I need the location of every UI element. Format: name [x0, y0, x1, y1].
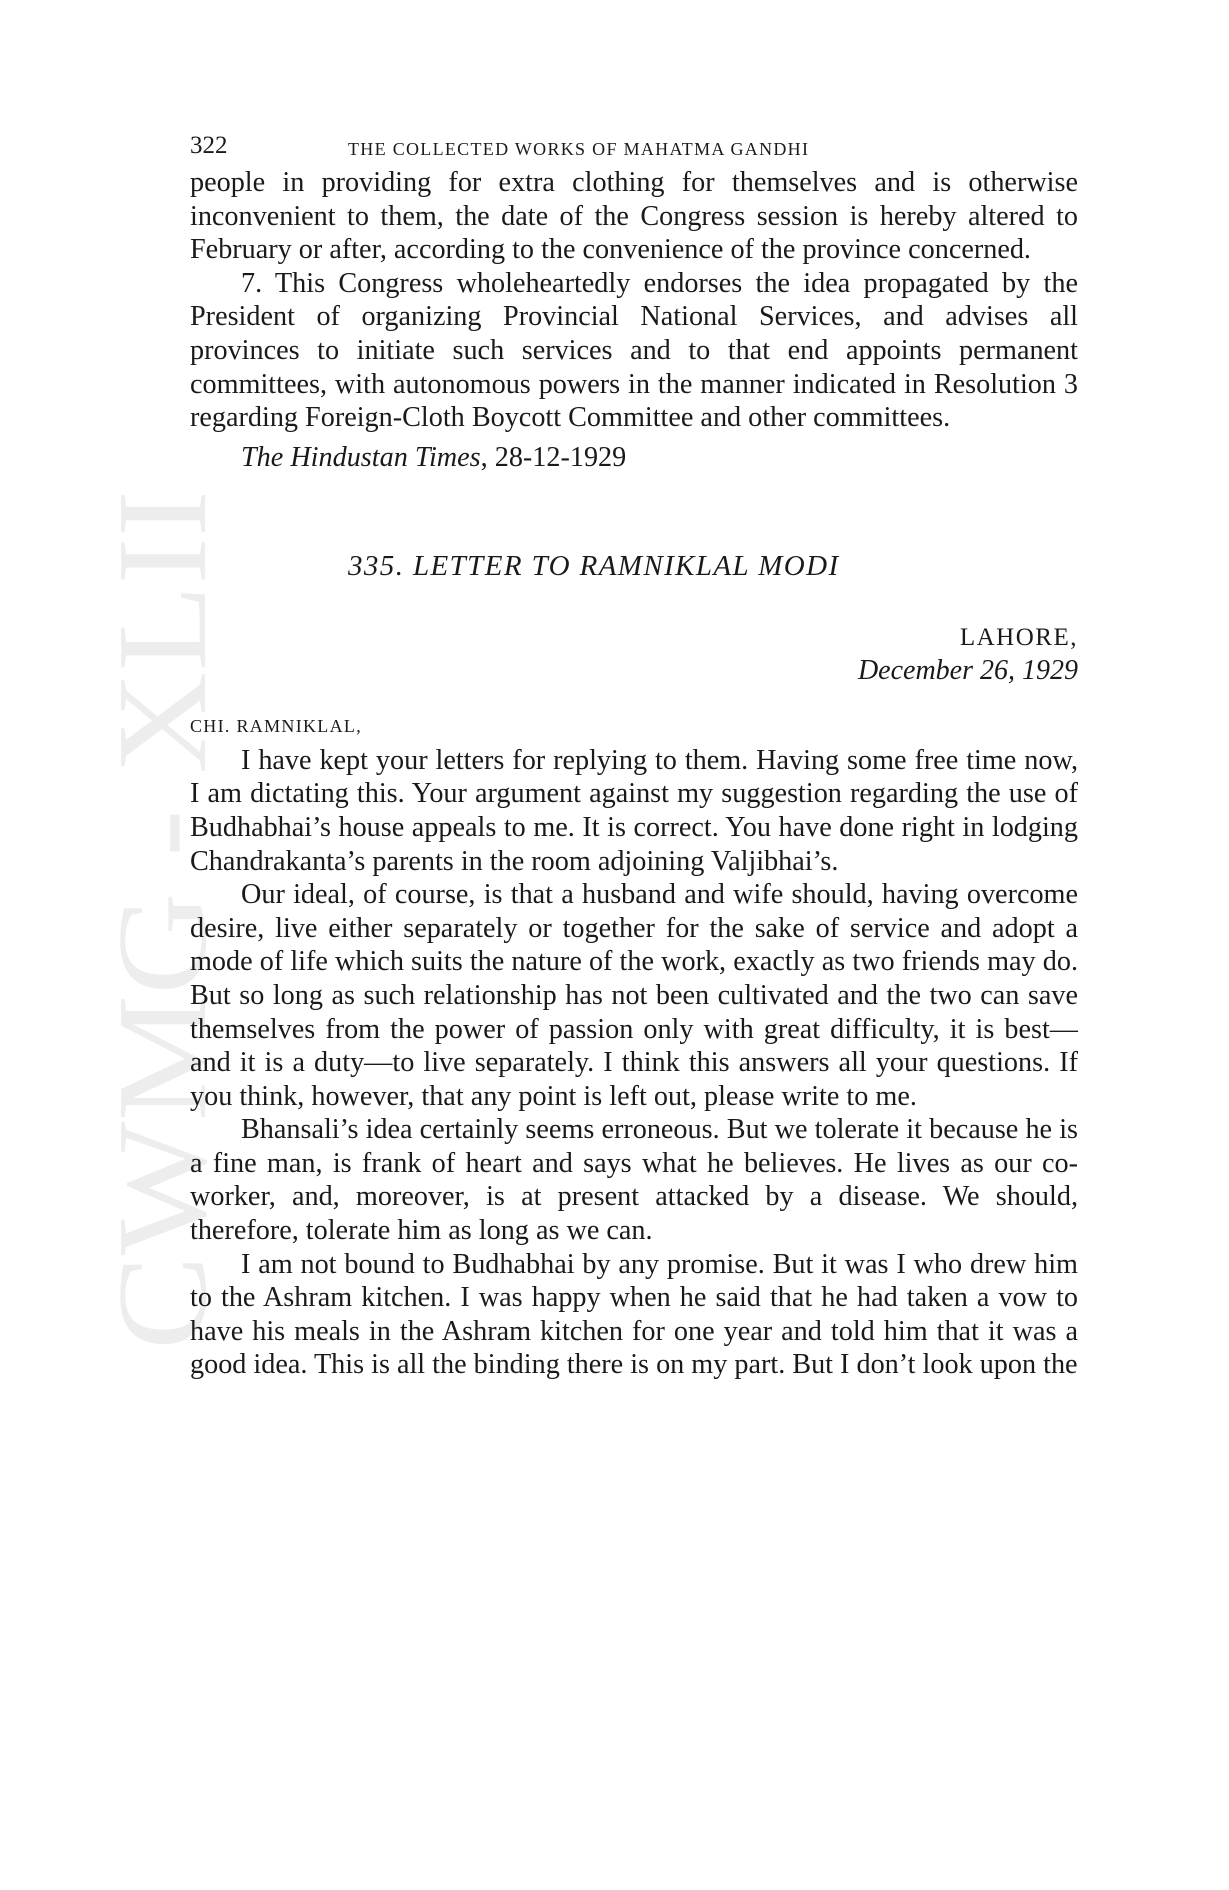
- letter-salutation: CHI. RAMNIKLAL,: [190, 715, 362, 736]
- running-title: THE COLLECTED WORKS OF MAHATMA GANDHI: [348, 139, 810, 159]
- source-date: , 28-12-1929: [480, 441, 627, 473]
- letter-paragraph: I am not bound to Budhabhai by any promise. But it was I who drew him to the Ashram kitchen. I was happy when he said that he had taken a vow to have his meals in the Ashram kitchen for one year and told him that it was a good idea. This is all the binding there is on my part. But I don’t look upon the: [190, 1248, 1078, 1381]
- page-number: 322: [190, 132, 228, 159]
- letter-heading: 335. LETTER TO RAMNIKLAL MODI: [348, 549, 840, 582]
- letter-paragraph: I have kept your letters for replying to them. Having some free time now, I am dictating this. Your argument against my suggestion regarding the use of Budhabhai’s house appeals to me. It is correct. You have done right in lodging Chandrakanta’s parents in the room adjoining Valjibhai’s.: [190, 744, 1078, 877]
- letter-date: December 26, 1929: [857, 654, 1078, 686]
- letter-paragraph: Bhansali’s idea certainly seems erroneous. But we tolerate it because he is a fine man, is frank of heart and says what he believes. He lives as our co-worker, and, moreover, is at present attacked by a disease. We should, therefore, tolerate him as long as we can.: [190, 1114, 1078, 1247]
- running-head: [190, 120, 1078, 160]
- letter-place: LAHORE,: [959, 623, 1078, 651]
- letter-paragraph: Our ideal, of course, is that a husband and wife should, having overcome desire, live either separately or together for the sake of service and adopt a mode of life which suits the nature of the work, exactly as two friends may do. But so long as such relationship has not been cultivated and the two can save themselves from the power of passion only with great difficulty, it is best—and it is a duty—to live separately. I think this answers all your questions. If you think, however, that any point is left out, please write to me.: [190, 879, 1078, 1112]
- watermark-text: CWMG - XLII: [91, 575, 233, 1350]
- source-citation: [241, 441, 1078, 475]
- source-title: The Hindustan Times: [241, 441, 481, 473]
- resolution-paragraph: 7. This Congress wholeheartedly endorses the idea propagated by the President of organizing Provincial National Services, and advises all provinces to initiate such services and to that end appoints permanent committees, with autonomous powers in the manner indicated in Resolution 3 regarding Foreign-Cloth Boycott Committee and other committees.: [190, 267, 1078, 434]
- continuation-paragraph: people in providing for extra clothing for themselves and is otherwise inconvenient to them, the date of the Congress session is hereby altered to February or after, according to the convenience of the province concerned.: [190, 167, 1078, 266]
- letter-body: [190, 744, 1078, 1382]
- page-content: [190, 120, 1078, 1382]
